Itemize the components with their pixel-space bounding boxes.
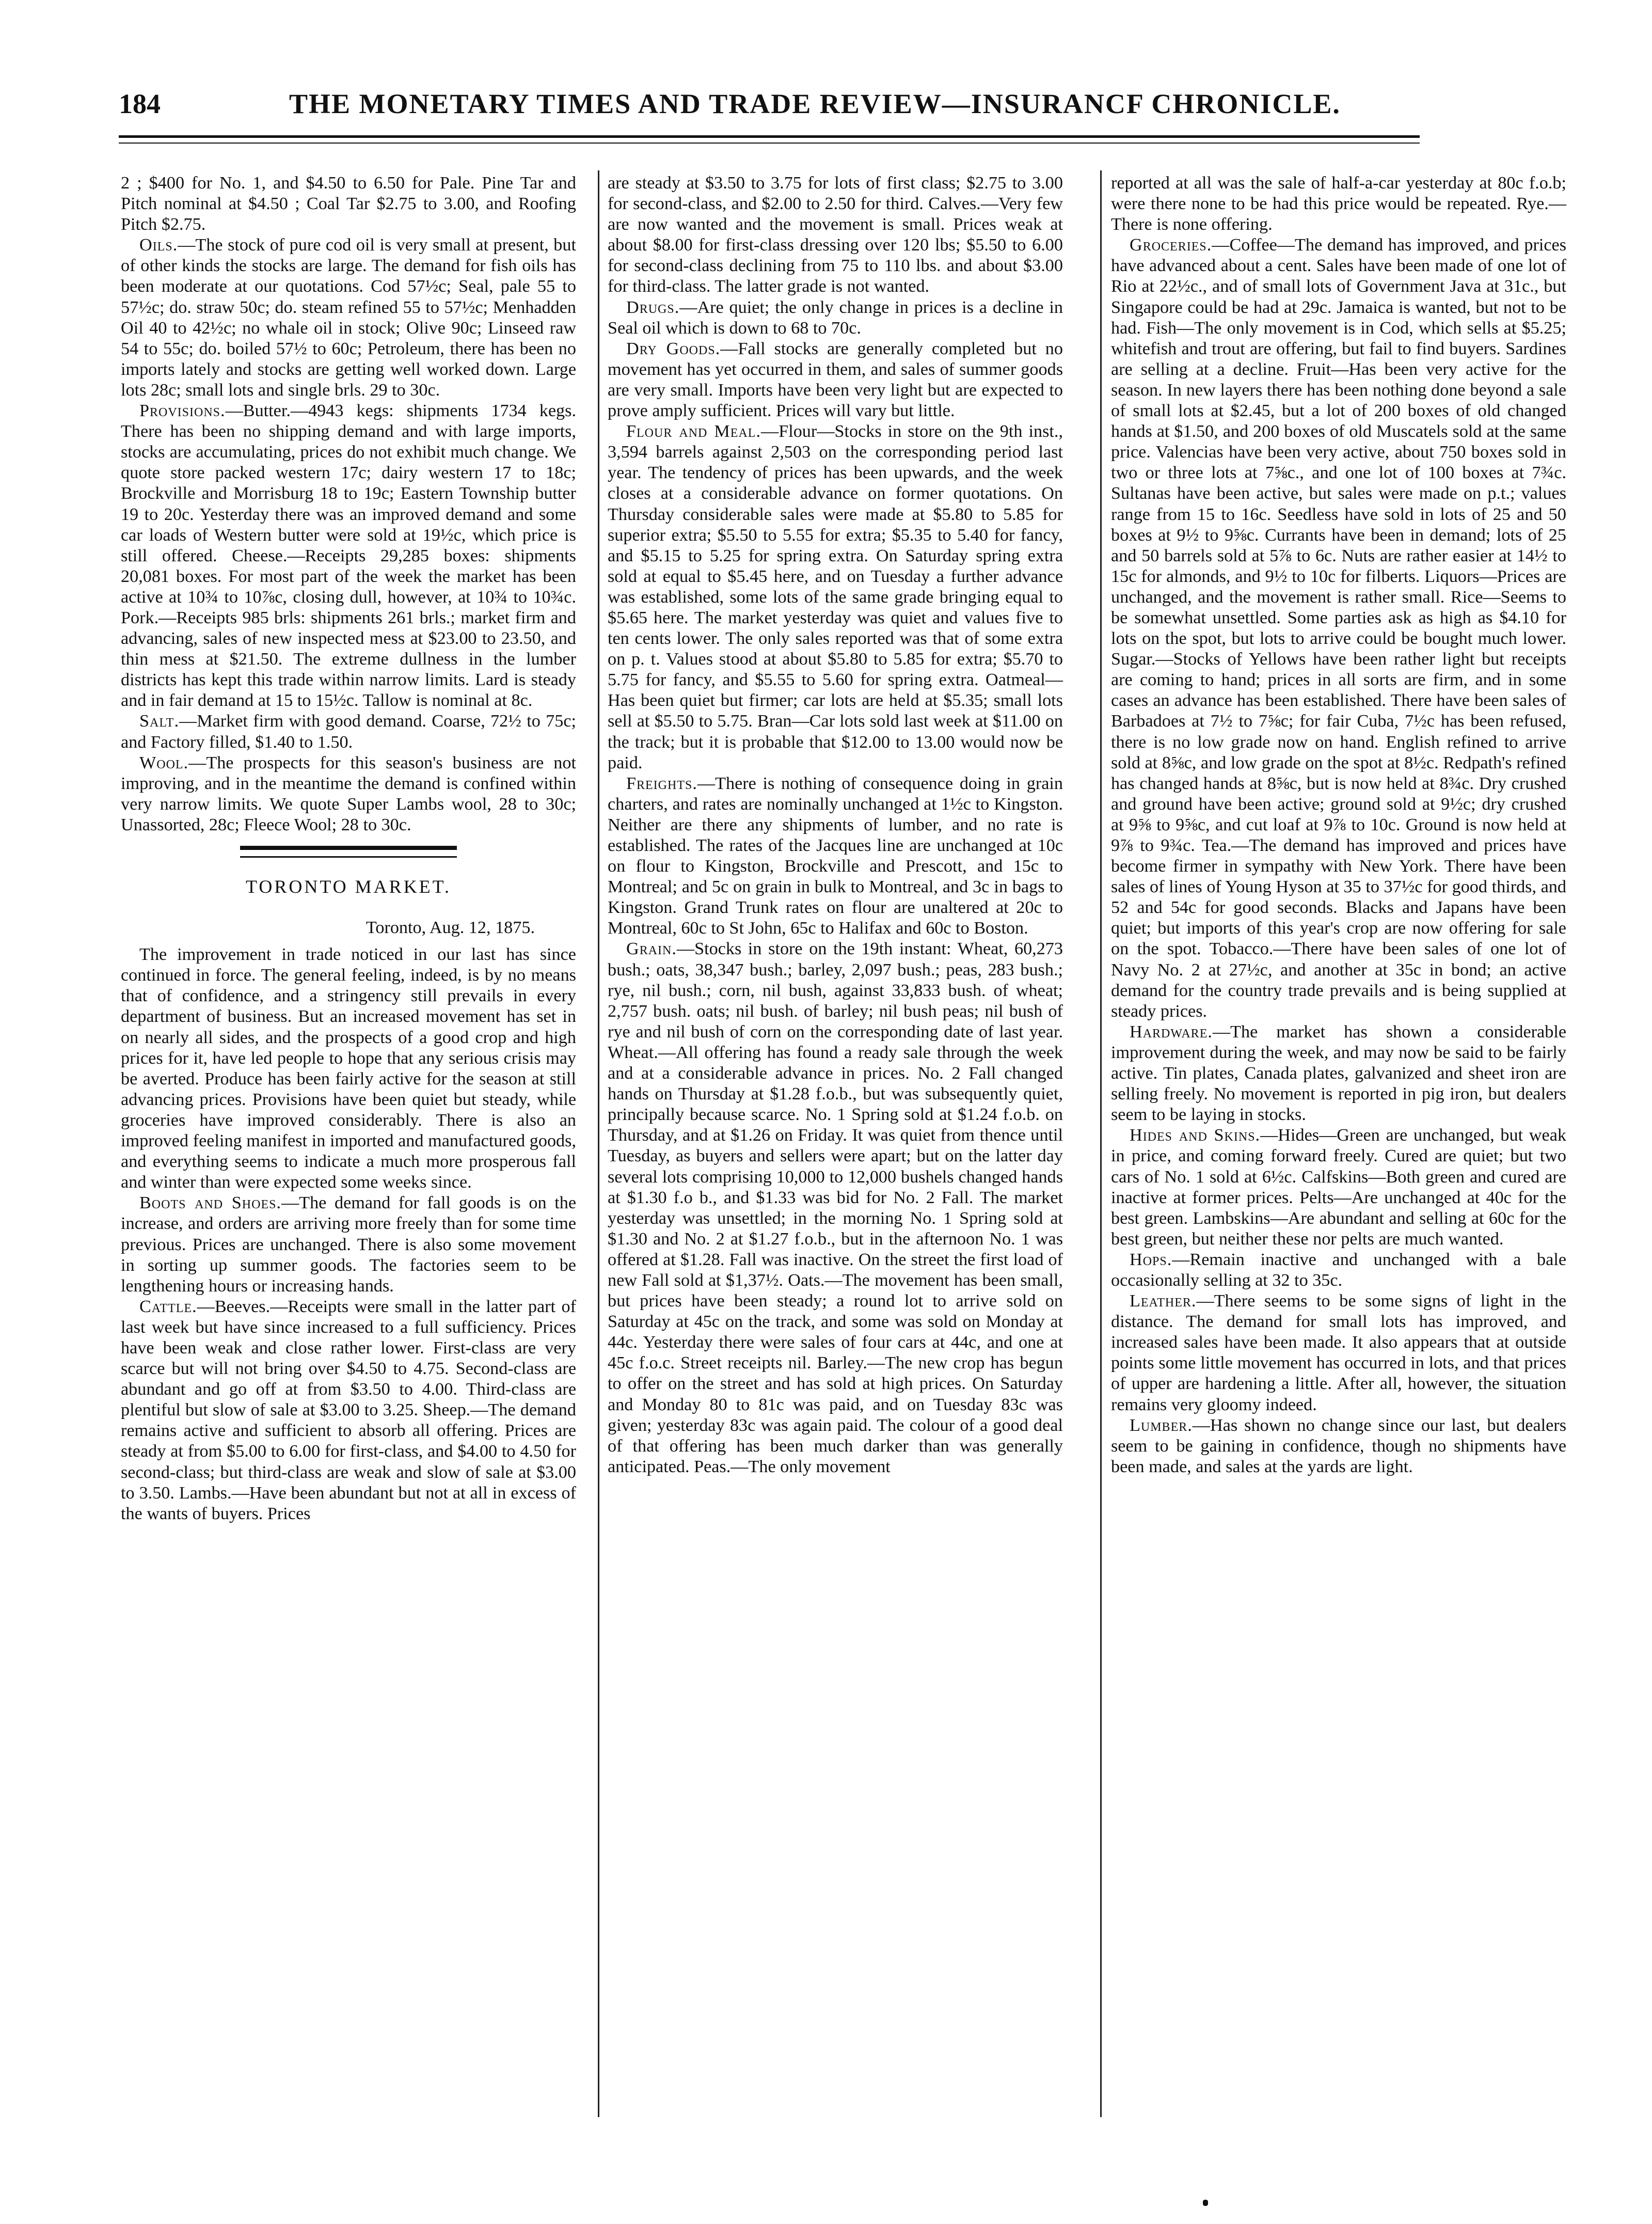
paragraph-text: —Remain inactive and unchanged with a bale occasionally selling at 32 to 35c. bbox=[1111, 1250, 1566, 1290]
paragraph-text: —The market has shown a considerable improvement during the week, and may now be said to be fairly active. Tin plates, Canada plates, galvanized and sheet iron are selling freely. No movement is reported in pig iron, but dealers seem to be laying in stocks. bbox=[1111, 1022, 1566, 1125]
paragraph-text: —The prospects for this season's business are not improving, and in the meantime the demand is confined within very narrow limits. We quote Super Lambs wool, 28 to 30c; Unassorted, 28c; Fleece Wool; 28 to 30c. bbox=[121, 753, 576, 834]
section-heading: Oils. bbox=[139, 235, 178, 255]
market-section-title: TORONTO MARKET. bbox=[245, 876, 451, 897]
paragraph-wool bbox=[121, 753, 576, 835]
paragraph-hardware bbox=[1111, 1022, 1566, 1125]
column-1 bbox=[121, 173, 576, 1524]
section-heading: Hardware. bbox=[1130, 1022, 1213, 1042]
paragraph-groceries bbox=[1111, 235, 1566, 1022]
paragraph: The improvement in trade noticed in our last has since continued in force. The general feeling, indeed, is by no means that of confidence, and a stringency still prevails in every department of business. But an increased movement has set in on nearly all sides, and the prospects of a good crop and high prices for it, have led people to hope that any serious crisis may be averted. Produce has been fairly active for the season at still advancing prices. Provisions have been quiet but steady, while groceries have improved considerably. There is also an improved feeling manifest in imported and manufactured goods, and everything seems to indicate a much more prosperous fall and winter than were expected some weeks since. bbox=[121, 945, 576, 1192]
paragraph-text: —Hides—Green are unchanged, but weak in price, and coming forward freely. Cured are quiet; but two cars of No. 1 sold at 6½c. Calfskins—Both green and cured are inactive at former prices. Pelts—Are unchanged at 40c for the best green. Lambskins—Are abundant and selling at 60c for the best green, but neither these nor pelts are much wanted. bbox=[1111, 1126, 1566, 1249]
header-rule-thin bbox=[119, 143, 1420, 144]
section-heading: Flour and Meal. bbox=[626, 422, 761, 441]
print-speck bbox=[1203, 2200, 1208, 2206]
paragraph-provisions bbox=[121, 401, 576, 711]
paragraph-text: —Stocks in store on the 19th instant: Wheat, 60,273 bush.; oats, 38,347 bush.; barley, 2,097 bush.; peas, 283 bush.; rye, nil bush.; corn, nil bush, against 33,833 bush. of wheat; 2,757 bush. oats; nil bush. of barley; nil bush peas; nil bush of rye and nil bush of corn on the corresponding date of last year. Wheat.—All offering has found a ready sale through the week and at a considerable advance in prices. No. 2 Fall changed hands on Thursday at $1.28 f.o.b., but was subsequently quiet, principally because scarce. No. 1 Spring sold at $1.24 f.o.b. on Thursday, and at $1.26 on Friday. It was quiet from thence until Tuesday, as buyers and sellers were apart; but on the latter day several lots comprising 10,000 to 12,000 bushels changed hands at $1.30 f.o b., and $1.33 was bid for No. 2 Fall. The market yesterday was unsettled; in the morning No. 1 Spring sold at $1.30 and No. 2 at $1.27 f.o.b., but in the afternoon No. 1 was offered at $1.28. Fall was inactive. On the street the first load of new Fall sold at $1,37½. Oats.—The movement has been small, but prices have been steady; a round lot to arrive sold on Saturday at 45c on the track, and some was sold on Monday at 44c. Yesterday there were sales of four cars at 44c, and one at 45c f.o.c. Street receipts nil. Barley.—The new crop has begun to offer on the street and has sold at high prices. On Saturday and Monday 80 to 81c was paid, and on Tuesday 83c was given; yesterday 83c was again paid. The colour of a good deal of that offering has been much darker than was generally anticipated. Peas.—The only movement bbox=[608, 939, 1063, 1476]
section-heading: Drugs. bbox=[626, 297, 680, 317]
paragraph-text: —Butter.—4943 kegs: shipments 1734 kegs. There has been no shipping demand and with large imports, stocks are accumulating, prices do not exhibit much change. We quote store packed western 17c; dairy western 17 to 18c; Brockville and Morrisburg 18 to 19c; Eastern Township butter 19 to 20c. Yesterday there was an improved demand and some car loads of Western butter were sold at 19½c, which price is still offered. Cheese.—Receipts 29,285 boxes: shipments 20,081 boxes. For most part of the week the market has been active at 10¾ to 10⅞c, closing dull, however, at 10¾ to 10¾c. Pork.—Receipts 985 brls: shipments 261 brls.; market firm and advancing, sales of new inspected mess at $23.00 to 23.50, and thin mess at $21.50. The extreme dullness in the lumber districts has kept this trade within narrow limits. Lard is steady and in fair demand at 15 to 15½c. Tallow is nominal at 8c. bbox=[121, 401, 576, 711]
section-heading: Wool. bbox=[139, 753, 189, 772]
paragraph-text: —There seems to be some signs of light in the distance. The demand for small lots has improved, and increased sales have been made. It also appears that at outside points some little movement has occurred in lots, and that prices of upper are hardening a little. After all, however, the situation remains very gloomy indeed. bbox=[1111, 1291, 1566, 1414]
paragraph-text: —There is nothing of consequence doing in grain charters, and rates are nominally unchanged at 1½c to Kingston. Neither are there any shipments of lumber, and no rate is established. The rates of the Jacques line are unchanged at 10c on flour to Kingston, Brockville and Prescott, and 15c to Montreal; and 5c on grain in bulk to Montreal, and 3c in bags to Kingston. Grand Trunk rates on flour are unaltered at 20c to Montreal, 60c to St John, 65c to Halifax and 60c to Boston. bbox=[608, 774, 1063, 938]
paragraph-text: —Market firm with good demand. Coarse, 72½ to 75c; and Factory filled, $1.40 to 1.50. bbox=[121, 712, 576, 752]
section-heading: Cattle. bbox=[139, 1297, 197, 1316]
paragraph-salt bbox=[121, 711, 576, 752]
paragraph-text: —Beeves.—Receipts were small in the latter part of last week but have since increased to a full sufficiency. Prices have been weak and close rather lower. First-class are very scarce but will not bring over $4.50 to 4.75. Second-class are abundant and go off at from $3.50 to 4.00. Third-class are plentiful but slow of sale at $3.00 to 3.25. Sheep.—The demand remains active and sufficient to absorb all offering. Prices are steady at from $5.00 to 6.00 for first-class, and $4.00 to 4.50 for second-class; but third-class are weak and slow of sale at $3.00 to 3.50. Lambs.—Have been abundant but not at all in excess of the wants of buyers. Prices bbox=[121, 1297, 576, 1523]
paragraph-lumber bbox=[1111, 1415, 1566, 1477]
paragraph-text: —The stock of pure cod oil is very small at present, but of other kinds the stocks are large. The demand for fish oils has been moderate at our quotations. Cod 57½c; Seal, pale 55 to 57½c; do. straw 50c; do. steam refined 55 to 57½c; Menhadden Oil 40 to 42½c; no whale oil in stock; Olive 90c; Linseed raw 54 to 55c; do. boiled 57½ to 60c; Petroleum, there has been no imports lately and stocks are getting well worked down. Large lots 28c; small lots and single brls. 29 to 30c. bbox=[121, 235, 576, 400]
paragraph-text: —Are quiet; the only change in prices is a decline in Seal oil which is down to 68 to 70c. bbox=[608, 297, 1063, 338]
column-2 bbox=[608, 173, 1063, 1477]
section-heading: Boots and Shoes. bbox=[139, 1193, 282, 1213]
section-rule-thin bbox=[240, 856, 457, 858]
page-number: 184 bbox=[119, 88, 161, 119]
paragraph-text: —Has shown no change since our last, but dealers seem to be gaining in confidence, though no shipments have been made, and sales at the yards are light. bbox=[1111, 1415, 1566, 1476]
paragraph-boots-shoes bbox=[121, 1193, 576, 1296]
paragraph-cattle bbox=[121, 1297, 576, 1524]
running-title: THE MONETARY TIMES AND TRADE REVIEW—INSURANCF CHRONICLE. bbox=[289, 88, 1341, 119]
section-heading: Dry Goods. bbox=[626, 339, 721, 358]
paragraph-text: —Fall stocks are generally completed but no movement has yet occurred in them, and sales of summer goods are very small. Imports have been very light but are expected to prove amply sufficient. Prices will vary but little. bbox=[608, 339, 1063, 421]
section-rule-thick bbox=[240, 846, 457, 850]
section-heading: Lumber. bbox=[1130, 1415, 1193, 1435]
section-heading: Grain. bbox=[626, 939, 677, 959]
paragraph-drugs bbox=[608, 297, 1063, 339]
header-rule-thick bbox=[119, 135, 1420, 138]
paragraph-text: —The demand for fall goods is on the increase, and orders are arriving more freely than for some time previous. Prices are unchanged. There is also some movement in sorting up summer goods. The factories seem to be lengthening hours or increasing hands. bbox=[121, 1193, 576, 1296]
paragraph-hops bbox=[1111, 1250, 1566, 1291]
paragraph: are steady at $3.50 to 3.75 for lots of first class; $2.75 to 3.00 for second-class, and $2.00 to 2.50 for third. Calves.—Very few are now wanted and the movement is small. Prices weak at about $8.00 for first-class dressing over 120 lbs; $5.50 to 6.00 for second-class declining from 75 to 110 lbs. and about $3.00 for third-class. The latter grade is not wanted. bbox=[608, 173, 1063, 296]
section-heading: Provisions. bbox=[139, 401, 226, 421]
paragraph: 2 ; $400 for No. 1, and $4.50 to 6.50 for Pale. Pine Tar and Pitch nominal at $4.50 ; Coal Tar $2.75 to 3.00, and Roofing Pitch $2.75. bbox=[121, 173, 576, 234]
paragraph-hides-skins bbox=[1111, 1125, 1566, 1250]
paragraph-freights bbox=[608, 774, 1063, 939]
section-heading: Freights. bbox=[626, 774, 697, 793]
paragraph-text: —Coffee—The demand has improved, and prices have advanced about a cent. Sales have been made of one lot of Rio at 22½c., and of small lots of Government Java at 31c., but Singapore could be had at 29c. Jamaica is wanted, but not to be had. Fish—The only movement is in Cod, which sells at $5.25; whitefish and trout are offering, but fail to find buyers. Sardines are selling at a decline. Fruit—Has been very active for the season. In new layers there has been nothing done beyond a sale of small lots at $2.45, but a lot of 200 boxes of old changed hands at $1.50, and 200 boxes of old Muscatels sold at the same price. Valencias have been very active, about 750 boxes sold in two or three lots at 7⅝c., and one lot of 100 boxes at 7¾c. Sultanas have been active, but sales were made on p.t.; values range from 15 to 16c. Seedless have sold in lots of 25 and 50 boxes at 9½ to 9⅝c. Currants have been in demand; lots of 25 and 50 barrels sold at 5⅞ to 6c. Nuts are rather easier at 14½ to 15c for almonds, and 9½ to 10c for filberts. Liquors—Prices are unchanged, and the movement is rather small. Rice—Seems to be somewhat unsettled. Some parties ask as high as $4.10 for lots on the spot, but lots to arrive could be bought much lower. Sugar.—Stocks of Yellows have been rather light but receipts are coming to hand; prices in all sorts are firm, and in some cases an advance has been established. There have been sales of Barbadoes at 7½ to 7⅝c; for fair Cuba, 7½c has been refused, there is no low grade now on hand. English refined to arrive sold at 8⅝c, and low grade on the spot at 8½c. Redpath's refined has changed hands at 8⅝c, but is now held at 8¾c. Dry crushed and ground have been active; ground sold at 9½c; dry crushed at 9⅝ to 9⅝c, and cut loaf at 9⅞ to 10c. Ground is now held at 9⅞ to 9¾c. Tea.—The demand has improved and prices have become firmer in sympathy with New York. There have been sales of lines of Young Hyson at 35 to 37½c for good thirds, and 52 and 54c for good seconds. Blacks and Japans have been quiet; but imports of this year's crop are now offering for sale on the spot. Tobacco.—There have been sales of one lot of Navy No. 2 at 27½c, and another at 35c in bond; an active demand for the country trade prevails and is being supplied at steady prices. bbox=[1111, 235, 1566, 1021]
column-3 bbox=[1111, 173, 1566, 1477]
paragraph-dry-goods bbox=[608, 339, 1063, 421]
section-heading: Groceries. bbox=[1130, 235, 1212, 255]
paragraph-grain bbox=[608, 939, 1063, 1477]
page-header bbox=[119, 88, 1420, 129]
section-heading: Hides and Skins. bbox=[1130, 1126, 1261, 1145]
paragraph-text: —Flour—Stocks in store on the 9th inst., 3,594 barrels against 2,503 on the corresponding period last year. The tendency of prices has been upwards, and the week closes at a considerable advance on former quotations. On Thursday considerable sales were made at $5.80 to 5.85 for superior extra; $5.50 to 5.55 for extra; $5.35 to 5.40 for fancy, and $5.15 to 5.25 for spring extra. On Saturday spring extra sold at equal to $5.45 here, and on Tuesday a further advance was established, some lots of the same grade bringing equal to $5.65 here. The market yesterday was quiet and values five to ten cents lower. The only sales reported was that of some extra on p. t. Values stood at about $5.80 to 5.85 for extra; $5.70 to 5.75 for fancy, and $5.55 to 5.60 for spring extra. Oatmeal—Has been quiet but firmer; car lots are held at $5.35; small lots sell at $5.50 to 5.75. Bran—Car lots sold last week at $11.00 on the track; but it is probable that $12.00 to 13.00 would now be paid. bbox=[608, 422, 1063, 772]
paragraph-oils bbox=[121, 235, 576, 401]
section-heading: Salt. bbox=[139, 712, 180, 731]
paragraph-flour-meal bbox=[608, 421, 1063, 774]
section-heading: Leather. bbox=[1130, 1291, 1197, 1311]
column-divider bbox=[598, 170, 599, 2117]
dateline: Toronto, Aug. 12, 1875. bbox=[366, 918, 535, 938]
paragraph-leather bbox=[1111, 1291, 1566, 1415]
paragraph: reported at all was the sale of half-a-car yesterday at 80c f.o.b; were there none to be had this price would be repeated. Rye.—There is none offering. bbox=[1111, 173, 1566, 234]
section-heading: Hops. bbox=[1130, 1250, 1172, 1269]
column-divider bbox=[1100, 170, 1102, 2117]
